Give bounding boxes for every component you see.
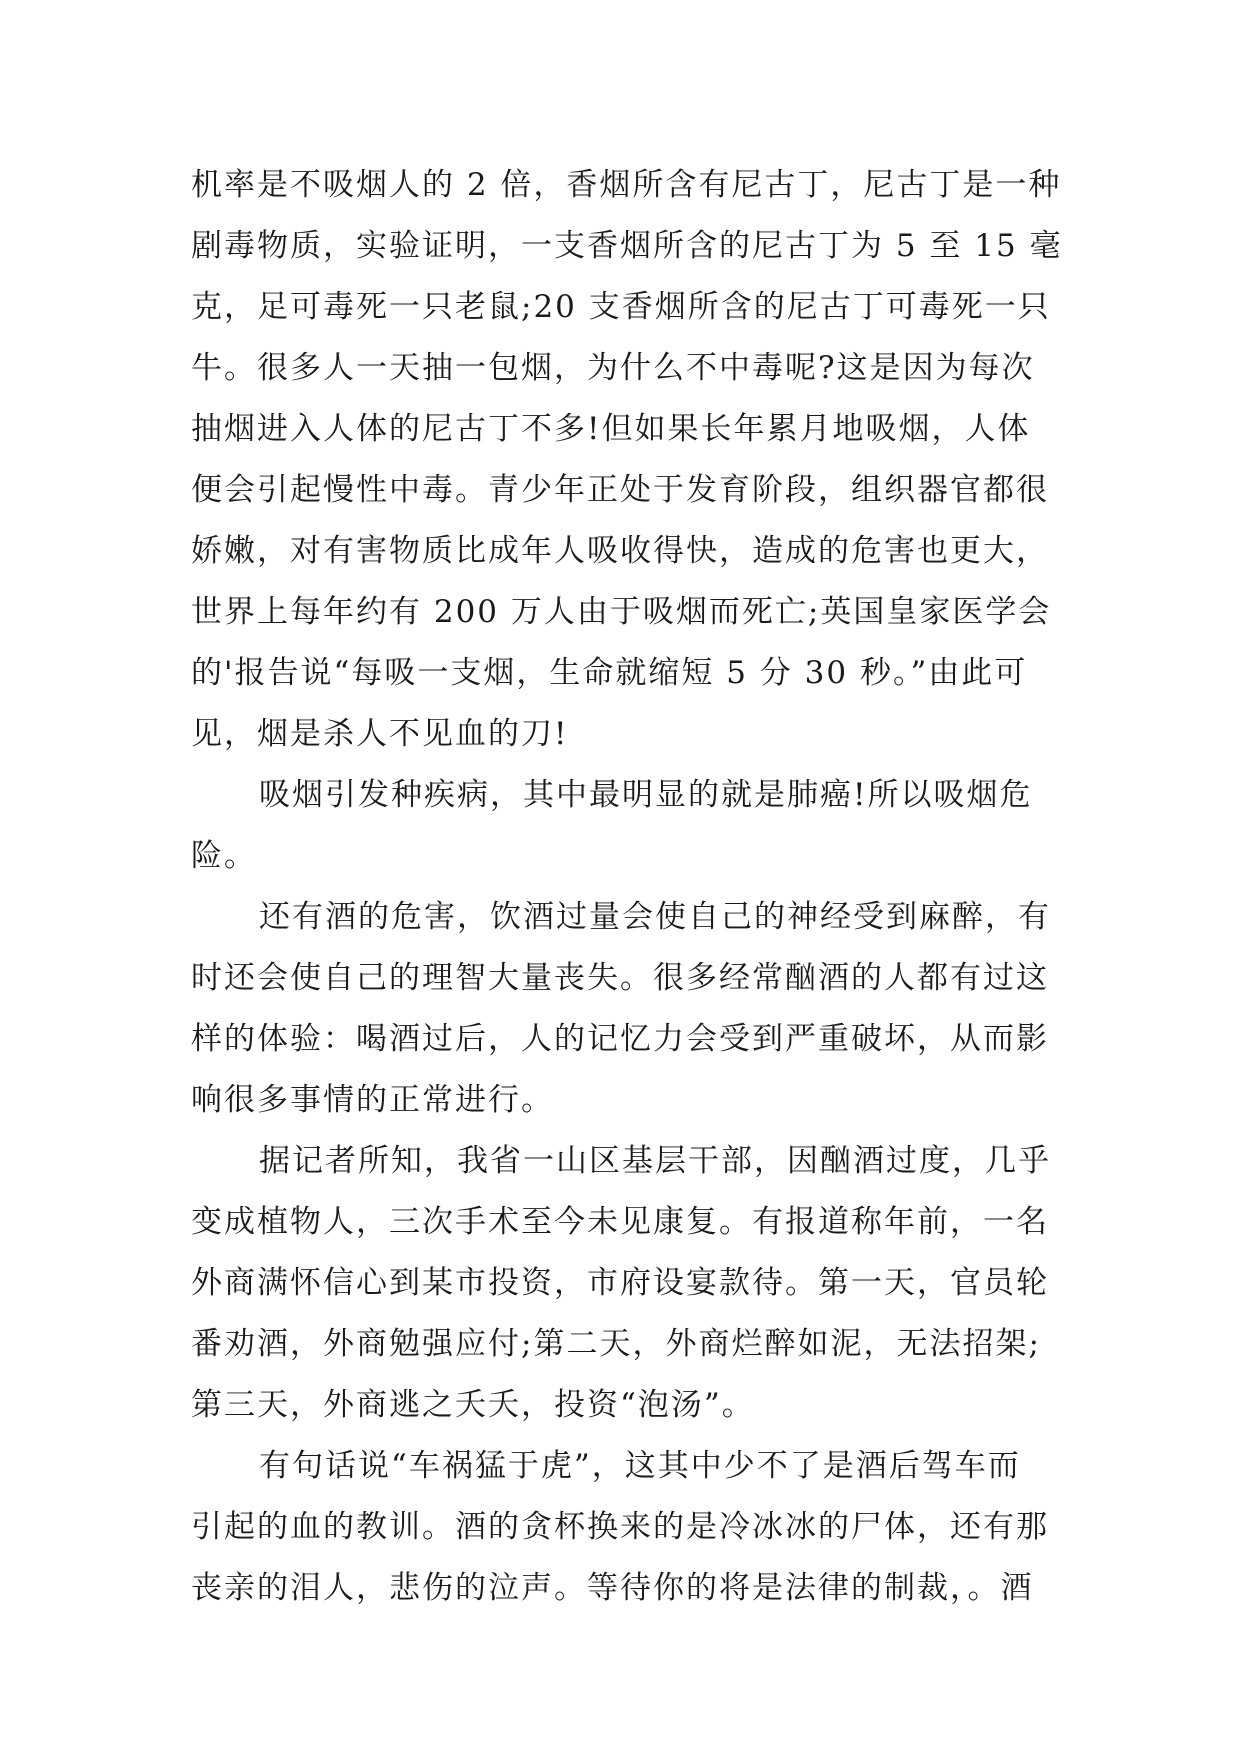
text-line: 有句话说“车祸猛于虎”，这其中少不了是酒后驾车而 bbox=[259, 1448, 1021, 1484]
text-line: 样的体验：喝酒过后，人的记忆力会受到严重破坏，从而影 bbox=[191, 1021, 1049, 1057]
text-line: 时还会使自己的理智大量丧失。很多经常酗酒的人都有过这 bbox=[191, 960, 1049, 996]
text-line: 见，烟是杀人不见血的刀! bbox=[191, 716, 569, 752]
text-line: 牛。很多人一天抽一包烟，为什么不中毒呢?这是因为每次 bbox=[191, 350, 1035, 386]
text-line: 还有酒的危害，饮酒过量会使自己的神经受到麻醉，有 bbox=[259, 899, 1051, 935]
text-line: 世界上每年约有 200 万人由于吸烟而死亡;英国皇家医学会 bbox=[191, 594, 1052, 630]
text-line: 番劝酒，外商勉强应付;第二天，外商烂醉如泥，无法招架; bbox=[191, 1326, 1041, 1362]
text-line: 便会引起慢性中毒。青少年正处于发育阶段，组织器官都很 bbox=[191, 472, 1049, 508]
text-line: 据记者所知，我省一山区基层干部，因酗酒过度，几乎 bbox=[259, 1143, 1051, 1179]
text-line: 克，足可毒死一只老鼠;20 支香烟所含的尼古丁可毒死一只 bbox=[191, 289, 1051, 325]
text-line: 引起的血的教训。酒的贪杯换来的是冷冰冰的尸体，还有那 bbox=[191, 1509, 1049, 1545]
paragraph bbox=[191, 1131, 1051, 1436]
text-line: 变成植物人，三次手术至今未见康复。有报道称年前，一名 bbox=[191, 1204, 1049, 1240]
paragraph bbox=[191, 887, 1051, 1131]
document-body bbox=[191, 155, 1063, 1619]
text-line: 响很多事情的正常进行。 bbox=[191, 1082, 554, 1118]
paragraph bbox=[191, 1436, 1051, 1619]
text-line: 险。 bbox=[191, 838, 257, 874]
text-line: 的'报告说“每吸一支烟，生命就缩短 5 分 30 秒。”由此可 bbox=[191, 655, 1028, 691]
paragraph bbox=[191, 155, 1063, 765]
paragraph bbox=[191, 765, 1051, 887]
text-line: 剧毒物质，实验证明，一支香烟所含的尼古丁为 5 至 15 毫 bbox=[191, 228, 1063, 264]
text-line: 第三天，外商逃之夭夭，投资“泡汤”。 bbox=[191, 1387, 755, 1423]
text-line: 吸烟引发种疾病，其中最明显的就是肺癌!所以吸烟危 bbox=[259, 777, 1033, 813]
text-line: 抽烟进入人体的尼古丁不多!但如果长年累月地吸烟，人体 bbox=[191, 411, 1031, 447]
text-line: 丧亲的泪人，悲伤的泣声。等待你的将是法律的制裁，。酒 bbox=[191, 1570, 1034, 1606]
text-line: 机率是不吸烟人的 2 倍，香烟所含有尼古丁，尼古丁是一种 bbox=[191, 167, 1062, 203]
text-line: 娇嫩，对有害物质比成年人吸收得快，造成的危害也更大， bbox=[191, 533, 1049, 569]
text-line: 外商满怀信心到某市投资，市府设宴款待。第一天，官员轮 bbox=[191, 1265, 1049, 1301]
